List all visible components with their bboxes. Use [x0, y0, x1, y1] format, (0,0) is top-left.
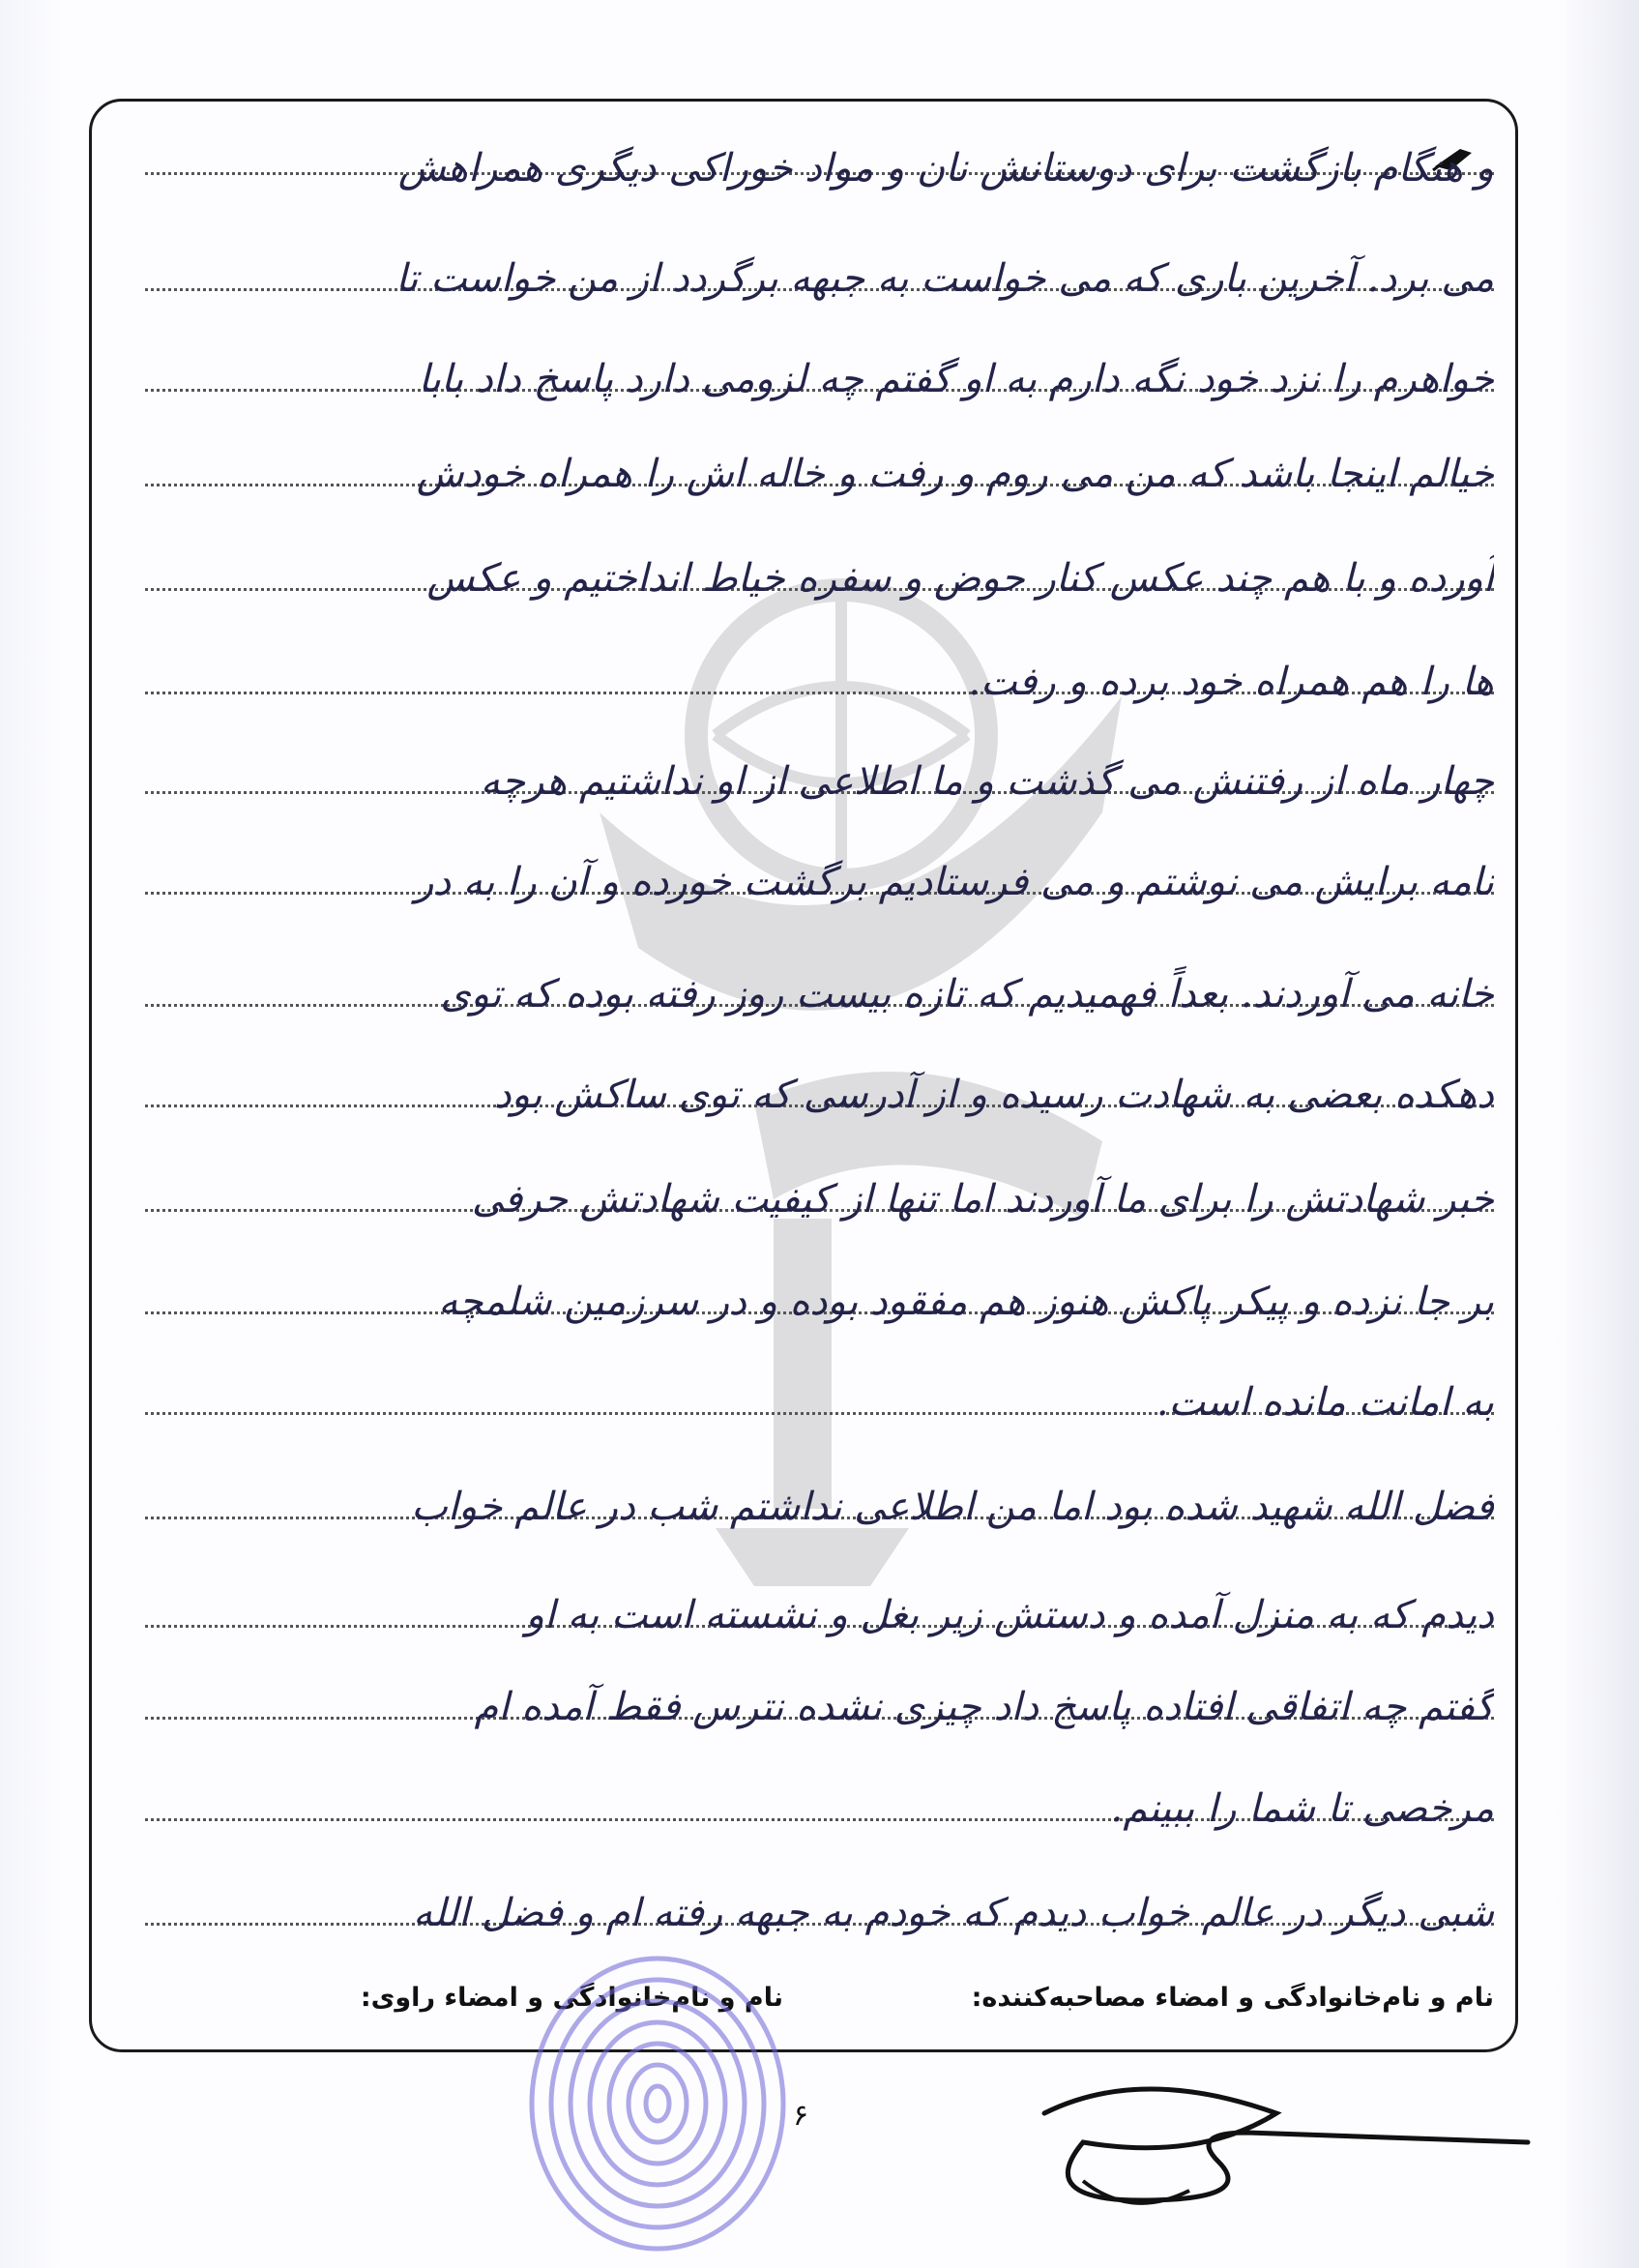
handwritten-line: خبر شهادتش را برای ما آوردند اما تنها از کیفیت شهادتش حرفی — [471, 1177, 1494, 1222]
fingerprint-stamp — [512, 1939, 803, 2258]
narrator-signature-label: نام و نام‌خانوادگی و امضاء راوی: — [360, 1983, 783, 2013]
handwritten-line: مرخصی تا شما را ببینم. — [1110, 1786, 1494, 1831]
handwritten-line: فضل الله شهید شده بود اما من اطلاعی نداشتم شب در عالم خواب — [411, 1485, 1494, 1529]
handwritten-line: دهکده بعضی به شهادت رسیده و از آدرسی که توی ساکش بود — [493, 1073, 1494, 1117]
ruled-lines — [145, 0, 1494, 2268]
handwritten-line: می برد. آخرین باری که می خواست به جبهه برگردد از من خواست تا — [395, 256, 1494, 301]
handwritten-line: خیالم اینجا باشد که من می روم و رفت و خاله اش را همراه خودش — [416, 452, 1494, 496]
handwritten-line: شبی دیگر در عالم خواب دیدم که خودم به جبهه رفته ام و فضل الله — [413, 1891, 1494, 1935]
handwritten-line: و هنگام بازگشت برای دوستانش نان و مواد خوراکی دیگری همراهش — [397, 146, 1494, 191]
handwritten-line: ها را هم همراه خود برده و رفت. — [968, 660, 1494, 704]
handwritten-line: خواهرم را نزد خود نگه دارم به او گفتم چه لزومی دارد پاسخ داد بابا — [418, 357, 1494, 401]
handwritten-line: دیدم که به منزل آمده و دستش زیر بغل و نشسته است به او — [525, 1593, 1494, 1637]
handwritten-line: نامه برایش می نوشتم و می فرستادیم برگشت خورده و آن را به در — [415, 860, 1494, 904]
handwritten-line: چهار ماه از رفتنش می گذشت و ما اطلاعی از او نداشتیم هرچه — [480, 759, 1494, 804]
handwritten-signature — [1025, 2055, 1566, 2249]
handwritten-line: گفتم چه اتفاقی افتاده پاسخ داد چیزی نشده نترس فقط آمده ام — [474, 1685, 1494, 1729]
handwritten-line: به امانت مانده است. — [1156, 1380, 1494, 1425]
page-number: ۶ — [793, 2099, 809, 2133]
interviewer-signature-label: نام و نام‌خانوادگی و امضاء مصاحبه‌کننده: — [971, 1983, 1494, 2013]
handwritten-line: خانه می آوردند. بعداً فهمیدیم که تازه بیست روز رفته بوده که توی — [440, 972, 1494, 1016]
handwritten-line: بر جا نزده و پیکر پاکش هنوز هم مفقود بوده و در سرزمین شلمچه — [438, 1280, 1494, 1324]
handwritten-line: آورده و با هم چند عکس کنار حوض و سفره خیاط انداختیم و عکس — [426, 556, 1494, 601]
